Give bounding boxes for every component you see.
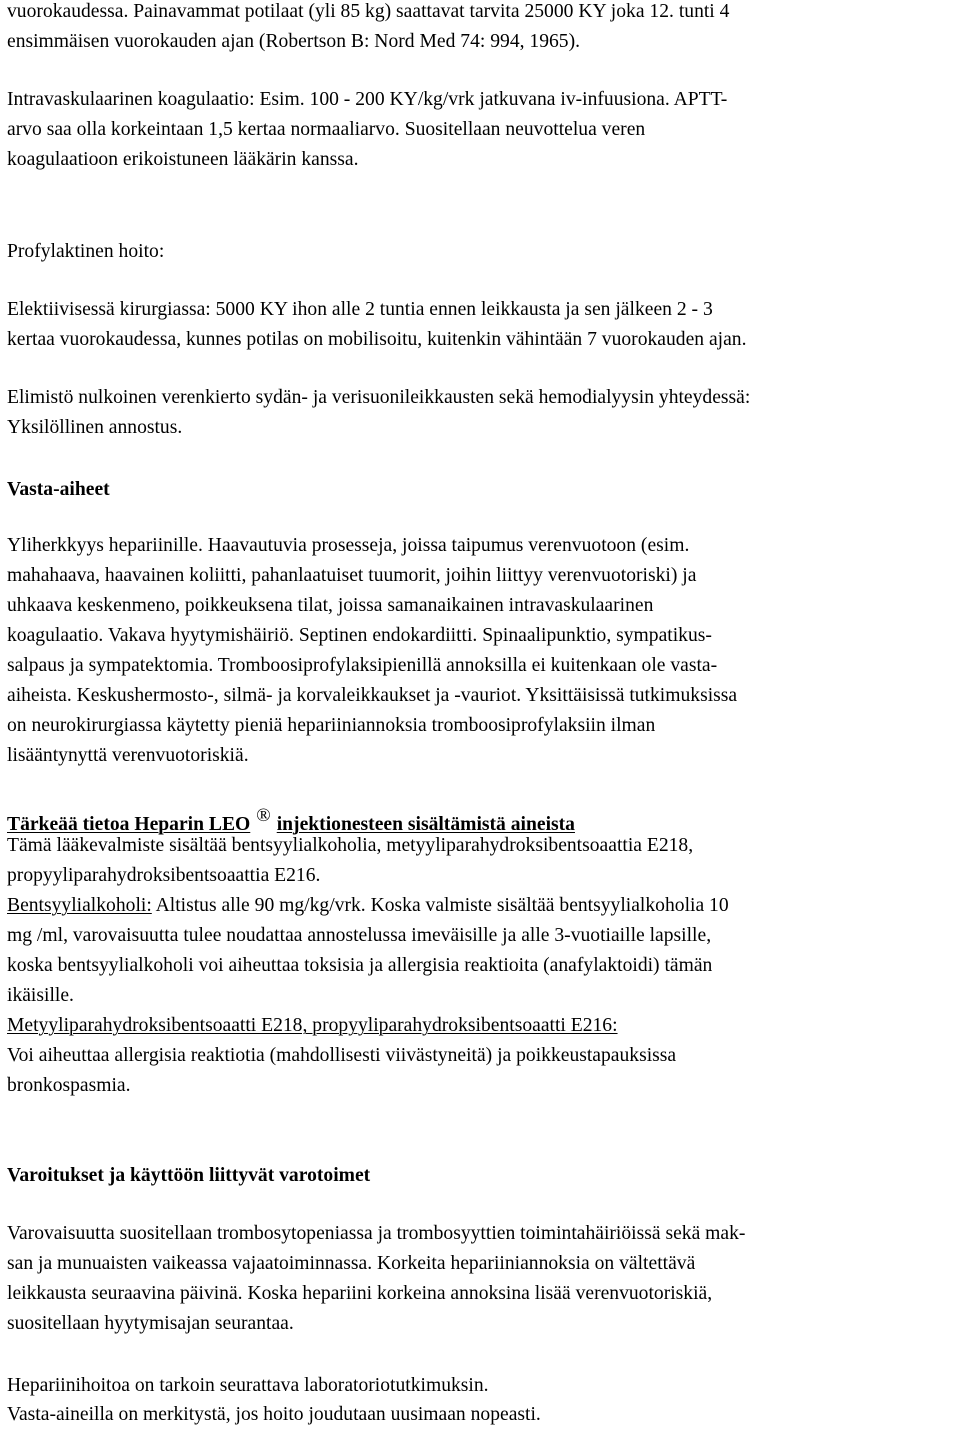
warnings-line: leikkausta seuraavina päivinä. Koska hepariini korkeina annoksina lisää verenvuotoriskiä, xyxy=(7,1283,713,1304)
prophylaxis-line: Yksilöllinen annostus. xyxy=(7,417,183,438)
benzyl-line xyxy=(7,894,729,918)
contraindications-line: koagulaatio. Vakava hyytymishäiriö. Septinen endokardiitti. Spinaalipunktio, sympatikus- xyxy=(7,625,712,646)
prophylaxis-line: Elektiivisessä kirurgiassa: 5000 KY ihon alle 2 tuntia ennen leikkausta ja sen jälkeen 2 - 3 xyxy=(7,299,713,320)
contraindications-line: mahahaava, haavainen koliitti, pahanlaatuiset tuumorit, joihin liittyy verenvuotoriski) ja xyxy=(7,565,697,586)
lab-line: Hepariinihoitoa on tarkoin seurattava laboratoriotutkimuksin. xyxy=(7,1375,489,1396)
contraindications-line: lisääntynyttä verenvuotoriskiä. xyxy=(7,745,249,766)
warnings-heading: Varoitukset ja käyttöön liittyvät varotoimet xyxy=(7,1165,371,1186)
prophylaxis-line: kertaa vuorokaudessa, kunnes potilas on mobilisoitu, kuitenkin vähintään 7 vuorokauden ajan. xyxy=(7,329,747,350)
intro-line: Intravaskulaarinen koagulaatio: Esim. 100 - 200 KY/kg/vrk jatkuvana iv-infuusiona. APTT- xyxy=(7,89,728,110)
contraindications-line: aiheista. Keskushermosto-, silmä- ja korvaleikkaukset ja -vauriot. Yksittäisissä tutkimuksissa xyxy=(7,685,738,706)
contraindications-line: Yliherkkyys hepariinille. Haavautuvia prosesseja, joissa taipumus verenvuotoon (esim. xyxy=(7,535,690,556)
paraben-label: Metyyliparahydroksibentsoaatti E218, propyyliparahydroksibentsoaatti E216: xyxy=(7,1015,618,1036)
lab-line: Vasta-aineilla on merkitystä, jos hoito joudutaan uusimaan nopeasti. xyxy=(7,1404,541,1425)
benzyl-label: Bentsyylialkoholi: xyxy=(7,895,152,916)
paraben-line: bronkospasmia. xyxy=(7,1075,131,1096)
warnings-line: suositellaan hyytymisajan seurantaa. xyxy=(7,1313,294,1334)
paraben-line: Voi aiheuttaa allergisia reaktiotia (mahdollisesti viivästyneitä) ja poikkeustapauksissa xyxy=(7,1045,677,1066)
benzyl-line: koska bentsyylialkoholi voi aiheuttaa toksisia ja allergisia reaktioita (anafylaktoidi) tämän xyxy=(7,955,713,976)
intro-line: arvo saa olla korkeintaan 1,5 kertaa normaaliarvo. Suositellaan neuvottelua veren xyxy=(7,119,646,140)
warnings-line: Varovaisuutta suositellaan trombosytopeniassa ja trombosyyttien toimintahäiriöissä sekä mak- xyxy=(7,1223,746,1244)
prophylaxis-line: Elimistö nulkoinen verenkierto sydän- ja verisuonileikkausten sekä hemodialyysin yhteydessä: xyxy=(7,387,751,408)
excipients-heading xyxy=(7,804,575,837)
warnings-line: san ja munuaisten vaikeassa vajaatoiminnassa. Korkeita hepariiniannoksia on vältettävä xyxy=(7,1253,696,1274)
contraindications-line: uhkaava keskenmeno, poikkeuksena tilat, joissa samanaikainen intravaskulaarinen xyxy=(7,595,654,616)
benzyl-text: Altistus alle 90 mg/kg/vrk. Koska valmiste sisältää bentsyylialkoholia 10 xyxy=(151,895,729,916)
benzyl-line: ikäisille. xyxy=(7,985,74,1006)
contraindications-heading: Vasta-aiheet xyxy=(7,479,110,500)
contraindications-line: salpaus ja sympatektomia. Tromboosiprofylaksipienillä annoksilla ei kuitenkaan ole vasta- xyxy=(7,655,718,676)
contraindications-line: on neurokirurgiassa käytetty pieniä hepariiniannoksia tromboosiprofylaksiin ilman xyxy=(7,715,656,736)
intro-line: koagulaatioon erikoistuneen lääkärin kanssa. xyxy=(7,149,359,170)
excipients-heading-part2: injektionesteen sisältämistä aineista xyxy=(276,814,575,835)
registered-mark: ® xyxy=(256,805,271,826)
benzyl-line: mg /ml, varovaisuutta tulee noudattaa annostelussa imeväisille ja alle 3-vuotiaille lapsille, xyxy=(7,925,712,946)
excipients-line: propyyliparahydroksibentsoaattia E216. xyxy=(7,865,321,886)
prophylaxis-heading: Profylaktinen hoito: xyxy=(7,241,165,262)
intro-line: ensimmäisen vuorokauden ajan (Robertson B: Nord Med 74: 994, 1965). xyxy=(7,31,581,52)
excipients-heading-part1: Tärkeää tietoa Heparin LEO xyxy=(7,814,251,835)
excipients-line: Tämä lääkevalmiste sisältää bentsyylialkoholia, metyyliparahydroksibentsoaattia E218, xyxy=(7,835,694,856)
intro-line: vuorokaudessa. Painavammat potilaat (yli 85 kg) saattavat tarvita 25000 KY joka 12. tunti 4 xyxy=(7,1,730,22)
